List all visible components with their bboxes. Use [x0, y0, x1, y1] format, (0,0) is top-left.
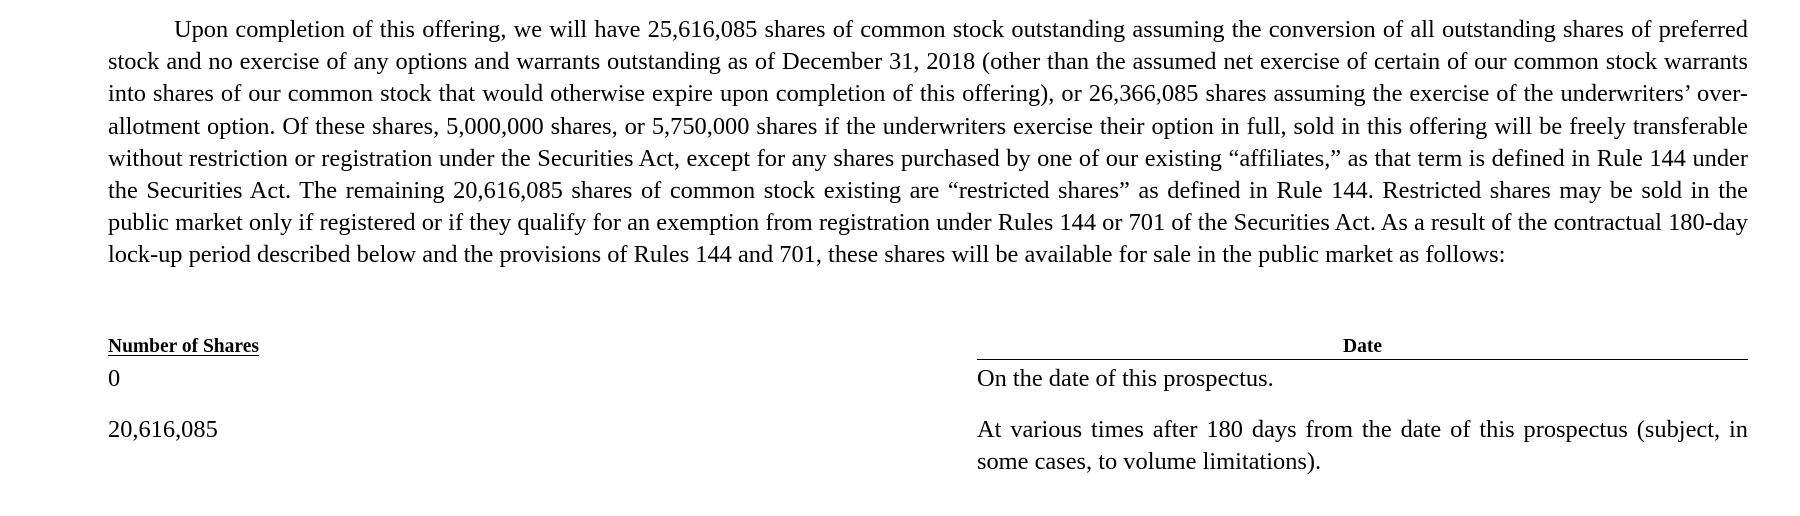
- table-row-1-shares: 0: [108, 365, 121, 392]
- date-column-header: Date: [977, 336, 1748, 360]
- table-row-2-date: At various times after 180 days from the date of this prospectus (subject, in some cases, to volume limitations).: [977, 416, 1748, 476]
- offering-paragraph: Upon completion of this offering, we will have 25,616,085 shares of common stock outstanding assuming the conversion of all outstanding shares of preferred stock and no exercise of any options and warrants outstanding as of December 31, 2018 (other than the assumed net exercise of certain of our common stock warrants into shares of our common stock that would otherwise expire upon completion of this offering), or 26,366,085 shares assuming the exercise of the underwriters’ over-allotment option. Of these shares, 5,000,000 shares, or 5,750,000 shares if the underwriters exercise their option in full, sold in this offering will be freely transferable without restriction or registration under the Securities Act, except for any shares purchased by one of our existing “affiliates,” as that term is defined in Rule 144 under the Securities Act. The remaining 20,616,085 shares of common stock existing are “restricted shares” as defined in Rule 144. Restricted shares may be sold in the public market only if registered or if they qualify for an exemption from registration under Rules 144 or 701 of the Securities Act. As a result of the contractual 180-day lock-up period described below and the provisions of Rules 144 and 701, these shares will be available for sale in the public market as follows:: [108, 16, 1748, 269]
- shares-column-header: Number of Shares: [108, 336, 259, 357]
- date-column: [977, 336, 1748, 476]
- table-row-2-shares: 20,616,085: [108, 416, 218, 443]
- document-body: [108, 14, 1748, 272]
- shares-header-cell: [108, 336, 808, 358]
- table-row-1-date: On the date of this prospectus.: [977, 365, 1274, 392]
- shares-column: [108, 336, 808, 443]
